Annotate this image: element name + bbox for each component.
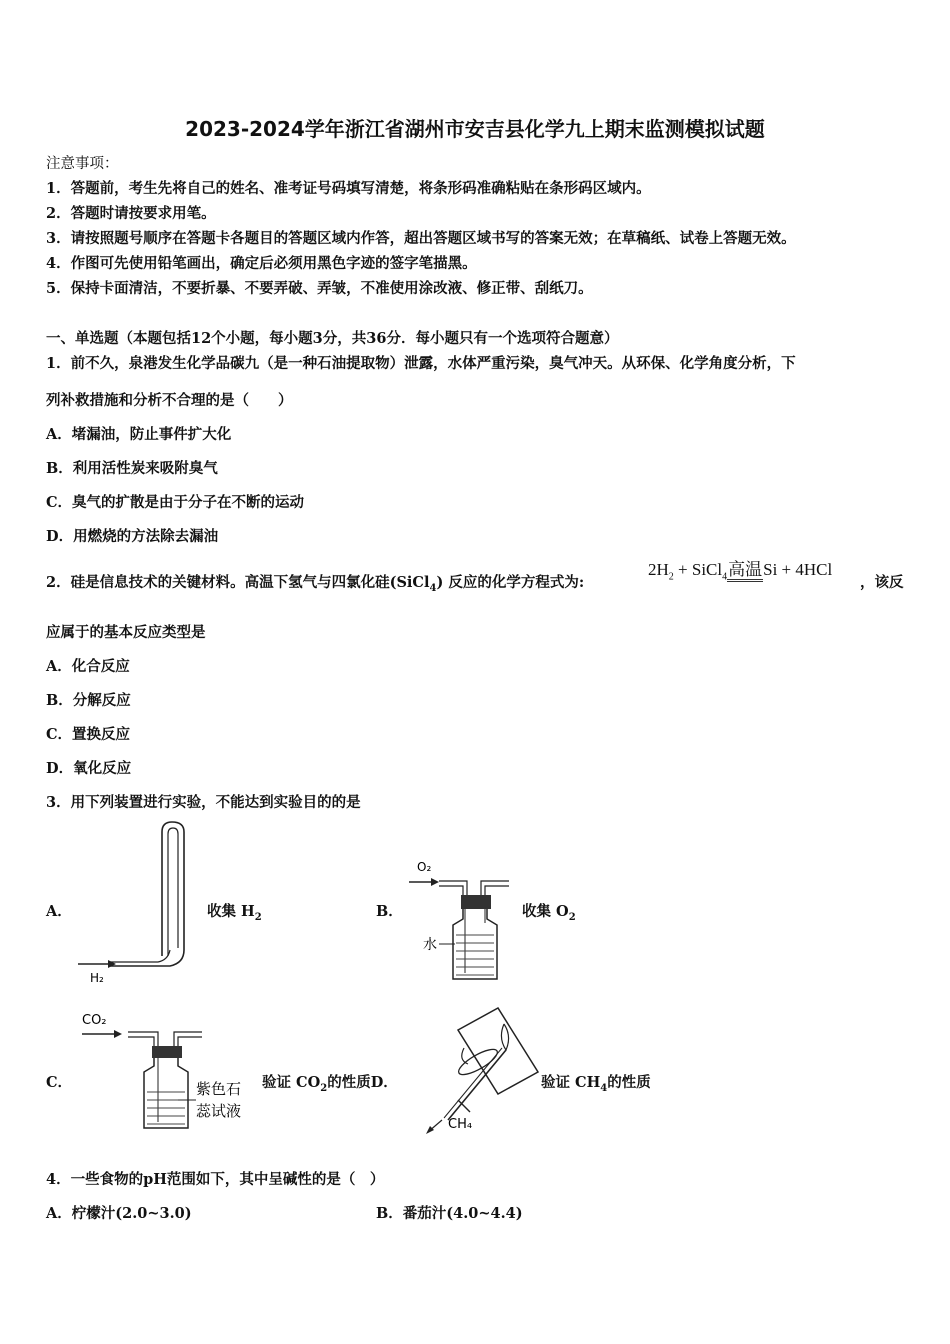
q3-option-c-desc bbox=[262, 1071, 398, 1094]
q3-option-a-desc bbox=[207, 900, 262, 923]
arrow-right-icon bbox=[114, 1030, 122, 1038]
q1-option-a: A．堵漏油，防止事件扩大化 bbox=[46, 426, 232, 443]
q2-option-c: C．置换反应 bbox=[46, 726, 131, 743]
beaker-burning-methane-diagram bbox=[420, 1002, 540, 1138]
q3-option-a-letter: A． bbox=[46, 903, 72, 920]
q2-stem-sub: 4 bbox=[429, 582, 437, 594]
question-2-stem-line1 bbox=[46, 571, 584, 594]
desc-text: 收集 H bbox=[207, 903, 255, 920]
bottle bbox=[144, 1058, 188, 1128]
desc-sub: 2 bbox=[254, 911, 262, 923]
q2-stem-pre: 2．硅是信息技术的关键材料。高温下氢气与四氯化硅(SiCl bbox=[46, 574, 430, 591]
delivery-pipe bbox=[110, 950, 170, 962]
question-1-stem-line2: 列补救措施和分析不合理的是（ ） bbox=[46, 392, 293, 409]
inlet-pipe bbox=[439, 881, 467, 895]
note-item: 5．保持卡面清洁，不要折暴、不要弄破、弄皱，不准使用涂改液、修正带、刮纸刀。 bbox=[46, 280, 593, 297]
stopper bbox=[152, 1046, 182, 1058]
page-title: 2023-2024学年浙江省湖州市安吉县化学九上期末监测模拟试题 bbox=[185, 117, 765, 141]
desc-text: 收集 O bbox=[522, 903, 569, 920]
bottle bbox=[453, 909, 497, 979]
tube-inner bbox=[168, 828, 178, 956]
q3-option-b-desc bbox=[522, 900, 576, 923]
q2-option-b: B．分解反应 bbox=[46, 692, 131, 709]
note-item: 2．答题时请按要求用笔。 bbox=[46, 205, 216, 222]
desc-sub: 2 bbox=[320, 1082, 328, 1094]
question-4-stem: 4．一些食物的pH范围如下，其中呈碱性的是（ ） bbox=[46, 1171, 385, 1188]
gas-bottle-water-diagram bbox=[405, 855, 520, 985]
question-2-stem-line2: 应属于的基本反应类型是 bbox=[46, 624, 206, 641]
desc-sub: 2 bbox=[568, 911, 576, 923]
q3-option-b-letter: B． bbox=[376, 903, 403, 920]
inverted-beaker bbox=[458, 1008, 538, 1094]
chemical-equation bbox=[648, 560, 832, 582]
q2-stem-post: ) 反应的化学方程式为: bbox=[436, 574, 585, 591]
q2-option-a: A．化合反应 bbox=[46, 658, 130, 675]
notes-heading: 注意事项： bbox=[46, 156, 119, 172]
arrow-right-icon bbox=[431, 878, 439, 886]
desc-text: 的性质 bbox=[607, 1074, 651, 1091]
q3-option-c-letter: C． bbox=[46, 1074, 73, 1091]
q1-option-b: B．利用活性炭来吸附臭气 bbox=[46, 460, 218, 477]
litmus-label-line1: 紫色石 bbox=[196, 1080, 242, 1098]
liquid-lines bbox=[147, 1092, 185, 1124]
desc-text: 的性质D． bbox=[327, 1074, 398, 1091]
gas-label-co2: CO₂ bbox=[82, 1013, 107, 1028]
eq-sub: 2 bbox=[668, 571, 674, 583]
gas-bottle-litmus-diagram bbox=[78, 1008, 258, 1136]
eq-condition: 高温 bbox=[727, 561, 763, 582]
stopper bbox=[461, 895, 491, 909]
eq-products: Si + 4HCl bbox=[763, 560, 833, 579]
outlet-pipe bbox=[174, 1032, 202, 1046]
gas-label-o2: O₂ bbox=[417, 860, 432, 874]
note-item: 1．答题前，考生先将自己的姓名、准考证号码填写清楚，将条形码准确粘贴在条形码区域内。 bbox=[46, 180, 651, 197]
eq-h2: 2H bbox=[648, 560, 669, 579]
litmus-label-line2: 蕊试液 bbox=[196, 1102, 242, 1120]
question-1-stem-line1: 1．前不久，泉港发生化学品碳九（是一种石油提取物）泄露，水体严重污染，臭气冲天。从环保、化学角度分析，下 bbox=[46, 355, 796, 372]
desc-text: 验证 CO bbox=[262, 1074, 321, 1091]
desc-sub: 4 bbox=[600, 1082, 608, 1094]
q4-option-b: B．番茄汁(4.0~4.4) bbox=[376, 1205, 523, 1222]
q2-option-d: D．氧化反应 bbox=[46, 760, 132, 777]
q2-stem-end: ，该反 bbox=[860, 574, 904, 591]
flame-icon bbox=[501, 1024, 508, 1050]
eq-sicl: + SiCl bbox=[673, 560, 723, 579]
q3-option-d-desc bbox=[541, 1071, 651, 1094]
question-3-stem: 3．用下列装置进行实验，不能达到实验目的的是 bbox=[46, 794, 361, 811]
eq-sub: 4 bbox=[722, 571, 728, 583]
water-lines bbox=[456, 935, 494, 975]
tube-outer bbox=[110, 822, 184, 966]
q1-option-d: D．用燃烧的方法除去漏油 bbox=[46, 528, 219, 545]
section-heading: 一、单选题（本题包括12个小题，每小题3分，共36分．每小题只有一个选项符合题意） bbox=[46, 330, 619, 347]
desc-text: 验证 CH bbox=[541, 1074, 601, 1091]
note-item: 4．作图可先使用铅笔画出，确定后必须用黑色字迹的签字笔描黑。 bbox=[46, 255, 477, 272]
note-item: 3．请按照题号顺序在答题卡各题目的答题区域内作答，超出答题区域书写的答案无效；在草稿纸、试卷上答题无效。 bbox=[46, 230, 796, 247]
gas-label-h2: H₂ bbox=[90, 971, 104, 985]
q4-option-a: A．柠檬汁(2.0~3.0) bbox=[46, 1205, 192, 1222]
gas-tube-edge bbox=[444, 1048, 502, 1118]
gas-label-ch4: CH₄ bbox=[448, 1117, 473, 1132]
outlet-pipe bbox=[481, 881, 509, 895]
inlet-pipe bbox=[128, 1032, 158, 1046]
inverted-tube-diagram bbox=[70, 818, 200, 988]
water-label: 水 bbox=[423, 937, 437, 953]
q1-option-c: C．臭气的扩散是由于分子在不断的运动 bbox=[46, 494, 305, 511]
